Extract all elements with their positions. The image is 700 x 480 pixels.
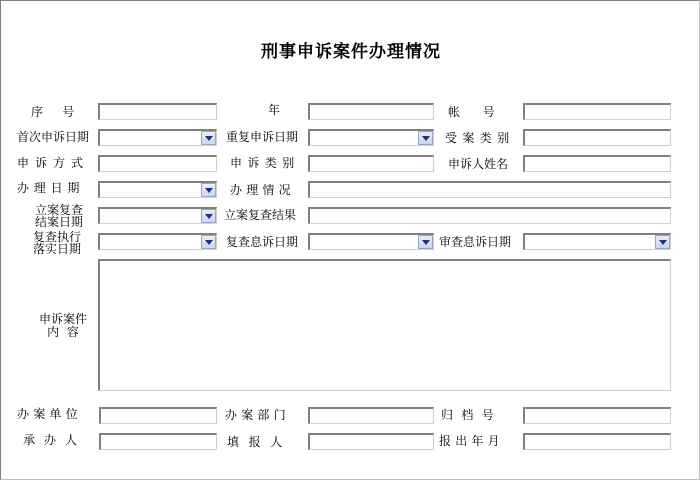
archive-no-field[interactable] xyxy=(523,407,671,424)
year-field[interactable] xyxy=(308,103,434,120)
review-result-field[interactable] xyxy=(308,207,671,224)
label-review-exec-date xyxy=(29,231,85,255)
chevron-down-icon[interactable] xyxy=(201,235,216,249)
undertaker-field[interactable] xyxy=(99,433,217,450)
label-case-acceptance-type: 受案类别 xyxy=(445,131,515,145)
account-no-field[interactable] xyxy=(523,103,671,120)
label-account-no: 帐号 xyxy=(448,105,518,119)
label-complainant-name: 申诉人姓名 xyxy=(448,157,509,171)
label-complaint-method: 申诉方式 xyxy=(17,156,90,170)
label-handling-date: 办理日期 xyxy=(17,181,85,195)
chevron-down-icon[interactable] xyxy=(201,209,216,223)
label-review-close-date-line2: 结案日期 xyxy=(34,215,83,229)
handling-unit-field[interactable] xyxy=(99,407,217,424)
label-content-line2: 内 容 xyxy=(47,325,79,339)
report-month-field[interactable] xyxy=(523,433,671,450)
handling-dept-field[interactable] xyxy=(308,407,434,424)
review-close-date-select[interactable] xyxy=(98,207,217,224)
label-archive-no: 归档号 xyxy=(441,408,503,422)
complaint-method-field[interactable] xyxy=(98,155,217,172)
label-review-exec-date-line1: 复查执行 xyxy=(32,230,81,244)
review-settle-date-select[interactable] xyxy=(308,233,434,250)
label-handling-dept: 办案部门 xyxy=(225,408,290,422)
label-review-exec-date-line2: 落实日期 xyxy=(32,242,81,256)
label-undertaker: 承办人 xyxy=(23,433,87,447)
label-complaint-type: 申诉类别 xyxy=(230,156,300,170)
case-acceptance-type-field[interactable] xyxy=(523,129,671,146)
review-exec-date-select[interactable] xyxy=(98,233,217,250)
content-textarea[interactable] xyxy=(98,259,671,391)
label-content-line1: 申诉案件 xyxy=(38,312,87,326)
first-complaint-date-select[interactable] xyxy=(98,129,217,146)
label-exam-settle-date: 审查息诉日期 xyxy=(439,235,512,249)
filler-field[interactable] xyxy=(308,433,434,450)
chevron-down-icon[interactable] xyxy=(201,183,216,197)
label-first-complaint-date: 首次申诉日期 xyxy=(17,130,90,144)
chevron-down-icon[interactable] xyxy=(655,235,670,249)
chevron-down-icon[interactable] xyxy=(201,131,216,145)
complaint-type-field[interactable] xyxy=(308,155,434,172)
chevron-down-icon[interactable] xyxy=(418,235,433,249)
label-review-close-date-line1: 立案复查 xyxy=(34,203,83,217)
complainant-name-field[interactable] xyxy=(523,155,671,172)
serial-no-field[interactable] xyxy=(98,103,217,120)
exam-settle-date-select[interactable] xyxy=(523,233,671,250)
label-content xyxy=(35,313,91,339)
label-repeat-complaint-date: 重复申诉日期 xyxy=(226,130,299,144)
page-title: 刑事申诉案件办理情况 xyxy=(261,42,441,62)
chevron-down-icon[interactable] xyxy=(418,131,433,145)
label-handling-unit: 办案单位 xyxy=(17,407,82,421)
label-report-month: 报出年月 xyxy=(439,434,504,448)
label-serial-no: 序号 xyxy=(31,105,94,119)
repeat-complaint-date-select[interactable] xyxy=(308,129,434,146)
label-year: 年 xyxy=(268,103,281,117)
handling-status-field[interactable] xyxy=(308,181,671,198)
label-review-close-date xyxy=(31,204,87,228)
label-review-result: 立案复查结果 xyxy=(224,208,297,222)
label-filler: 填报人 xyxy=(227,435,292,449)
label-review-settle-date: 复查息诉日期 xyxy=(226,235,299,249)
label-handling-status: 办理情况 xyxy=(230,183,295,197)
handling-date-select[interactable] xyxy=(98,181,217,198)
